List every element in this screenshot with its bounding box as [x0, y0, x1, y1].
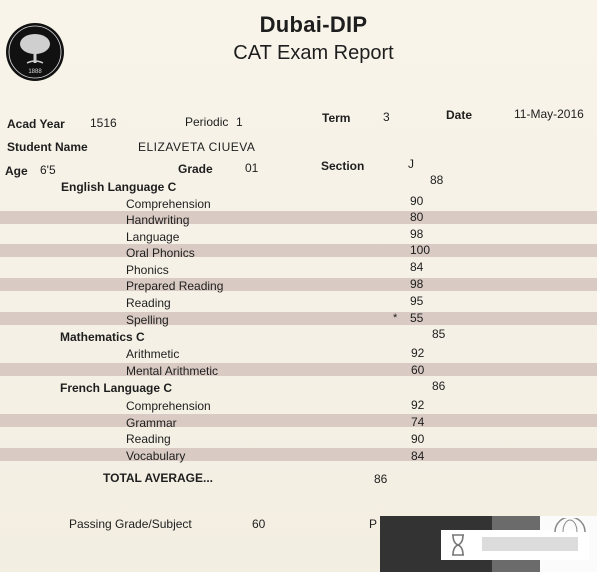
item-label: Handwriting [126, 213, 190, 227]
item-label: Comprehension [126, 399, 211, 413]
item-value: 84 [411, 449, 425, 463]
total-average-value: 86 [374, 472, 388, 486]
item-label: Arithmetic [126, 347, 180, 361]
item-value: 74 [411, 415, 425, 429]
row-stripe [0, 278, 597, 291]
row-stripe [0, 244, 597, 257]
subject-score: 86 [432, 379, 446, 393]
item-value: 80 [410, 210, 424, 224]
report-title: Dubai-DIP [259, 12, 368, 37]
student-name-value: ELIZAVETA CIUEVA [138, 140, 256, 154]
age-label: Age [5, 164, 28, 178]
subject-score: 88 [430, 173, 444, 187]
subject-heading: English Language C [61, 180, 177, 194]
row-stripe [0, 211, 597, 224]
periodic-label: Periodic [185, 115, 229, 129]
hourglass-icon [450, 533, 466, 557]
item-value: 84 [410, 260, 424, 274]
subject-heading: French Language C [60, 381, 173, 395]
item-value: 90 [410, 194, 424, 208]
item-label: Prepared Reading [126, 279, 224, 293]
watermark-bar [482, 537, 578, 551]
term-value: 3 [383, 110, 390, 124]
grade-label: Grade [178, 162, 213, 176]
acad-year-label: Acad Year [7, 117, 65, 131]
total-average-label: TOTAL AVERAGE... [103, 471, 214, 485]
age-value: 6'5 [40, 163, 56, 177]
item-value: 95 [410, 294, 424, 308]
row-stripe [0, 312, 597, 325]
svg-text:1888: 1888 [28, 69, 42, 75]
low-score-marker: * [393, 312, 398, 324]
row-stripe [0, 363, 597, 376]
row-stripe [0, 414, 597, 427]
grade-value: 01 [245, 161, 259, 175]
item-label: Oral Phonics [126, 246, 195, 260]
passing-grade-label: Passing Grade/Subject [69, 517, 192, 531]
item-label: Comprehension [126, 197, 211, 211]
item-label: Reading [126, 432, 171, 446]
periodic-value: 1 [236, 115, 243, 129]
date-label: Date [446, 108, 473, 122]
subject-heading: Mathematics C [60, 330, 145, 344]
report-subtitle: CAT Exam Report [233, 42, 394, 64]
section-label: Section [321, 159, 365, 173]
truncated-label: P [369, 517, 378, 531]
section-value: J [408, 157, 414, 171]
term-label: Term [322, 111, 351, 125]
passing-grade-value: 60 [252, 517, 266, 531]
item-value: 98 [410, 277, 424, 291]
item-label: Spelling [126, 313, 169, 327]
item-value: 98 [410, 227, 424, 241]
item-value: 100 [410, 243, 431, 257]
item-value: 90 [411, 432, 425, 446]
item-label: Mental Arithmetic [126, 364, 219, 378]
student-name-label: Student Name [7, 140, 88, 154]
item-value: 60 [411, 363, 425, 377]
item-label: Phonics [126, 263, 169, 277]
globe-icon [553, 518, 587, 532]
item-value: 55 [410, 311, 424, 325]
item-label: Reading [126, 296, 171, 310]
date-value: 11-May-2016 [514, 107, 584, 121]
item-label: Grammar [126, 416, 177, 430]
item-label: Language [126, 230, 180, 244]
acad-year-value: 1516 [90, 116, 117, 130]
item-label: Vocabulary [126, 449, 186, 463]
item-value: 92 [411, 398, 425, 412]
item-value: 92 [411, 346, 425, 360]
subject-score: 85 [432, 327, 446, 341]
row-stripe [0, 448, 597, 461]
